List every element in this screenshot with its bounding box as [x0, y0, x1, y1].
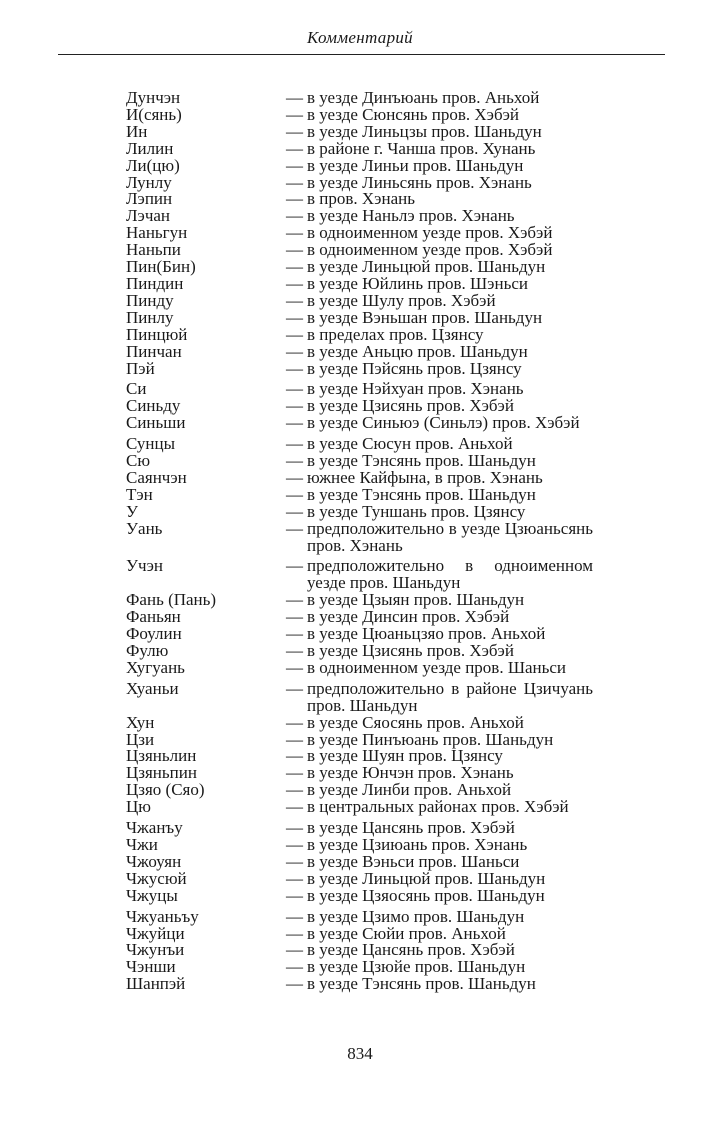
entry-dash: — — [286, 257, 303, 277]
entry-gloss: в уезде Шулу пров. Хэбэй — [307, 290, 496, 310]
entry-dash: — — [286, 104, 303, 124]
entry-gloss: в уезде Сюнсянь пров. Хэбэй — [307, 104, 520, 124]
entry-term: Фоулин — [126, 624, 182, 644]
entry-dash: — — [286, 851, 303, 871]
entry-dash: — — [286, 940, 303, 960]
entry-term: Цзи — [126, 729, 155, 749]
entry-term: Лилин — [126, 138, 174, 158]
entry-term: Чжунъи — [126, 940, 185, 960]
entry-term: Чжуаньъу — [126, 906, 199, 926]
entry-term: Чжоуян — [126, 851, 182, 871]
entry-gloss: в уезде Цзюйе пров. Шаньдун — [307, 957, 526, 977]
entry-dash: — — [286, 780, 303, 800]
entry-term: Наньгун — [126, 223, 188, 243]
entry-gloss: в уезде Тэнсянь пров. Шаньдун — [307, 451, 536, 471]
entry-dash: — — [286, 189, 303, 209]
entry-dash: — — [286, 746, 303, 766]
entry-gloss: в уезде Синьюэ (Синьлэ) пров. Хэбэй — [307, 413, 580, 433]
entry-gloss: в уезде Шуян пров. Цзянсу — [307, 746, 503, 766]
list-item — [0, 558, 720, 592]
entry-term: Пинчан — [126, 341, 182, 361]
entry-gloss: в уезде Сяосянь пров. Аньхой — [307, 712, 524, 732]
entry-gloss: в уезде Сюсун пров. Аньхой — [307, 434, 513, 454]
entry-dash: — — [286, 172, 303, 192]
entry-gloss: в уезде Цансянь пров. Хэбэй — [307, 940, 515, 960]
entry-dash: — — [286, 138, 303, 158]
entry-gloss: в одноименном уезде пров. Шаньси — [307, 657, 567, 677]
entry-dash: — — [286, 624, 303, 644]
entry-dash: — — [286, 451, 303, 471]
entry-gloss: в уезде Нэйхуан пров. Хэнань — [307, 379, 524, 399]
entry-gloss: в уезде Динъюань пров. Аньхой — [307, 88, 540, 107]
entry-term: Пиндин — [126, 273, 184, 293]
entry-dash: — — [286, 518, 303, 538]
entry-term: Фаньян — [126, 607, 181, 627]
entry-gloss: в уезде Цансянь пров. Хэбэй — [307, 818, 515, 838]
entry-term: И(сянь) — [126, 104, 182, 124]
entry-dash: — — [286, 121, 303, 141]
entry-dash: — — [286, 923, 303, 943]
entry-dash: — — [286, 206, 303, 226]
entry-dash: — — [286, 974, 303, 994]
entry-gloss: южнее Кайфына, в пров. Хэнань — [307, 467, 543, 487]
entry-term: Чэнши — [126, 957, 176, 977]
entry-gloss: в пров. Хэнань — [307, 189, 415, 209]
entry-gloss: в уезде Юйлинь пров. Шэньси — [307, 273, 528, 293]
list-item — [0, 712, 720, 732]
entry-gloss: в уезде Цзяосянь пров. Шаньдун — [307, 885, 545, 905]
entry-dash: — — [286, 678, 303, 698]
entry-term: Чжусюй — [126, 868, 187, 888]
entry-gloss: в пределах пров. Цзянсу — [307, 324, 484, 344]
entry-dash: — — [286, 763, 303, 783]
entry-dash: — — [286, 413, 303, 433]
list-item — [0, 906, 720, 926]
entry-term: Пин(Бин) — [126, 257, 196, 277]
entry-dash: — — [286, 957, 303, 977]
entry-term: Лэпин — [126, 189, 173, 209]
entry-dash: — — [286, 501, 303, 521]
entry-gloss: в уезде Вэньси пров. Шаньси — [307, 851, 520, 871]
entry-gloss: в уезде Пинъюань пров. Шаньдун — [307, 729, 554, 749]
entry-term: Ин — [126, 121, 148, 141]
entry-dash: — — [286, 155, 303, 175]
entry-term: Хуаньи — [126, 678, 179, 698]
header-rule — [58, 54, 665, 55]
gazetteer-list — [0, 90, 720, 993]
list-item — [0, 799, 720, 816]
entry-gloss: в уезде Динсин пров. Хэбэй — [307, 607, 510, 627]
page-number: 834 — [347, 1044, 373, 1063]
entry-gloss: в уезде Линьцюй пров. Шаньдун — [307, 868, 546, 888]
list-item — [0, 358, 720, 378]
list-item — [0, 415, 720, 432]
entry-term: Чжуйци — [126, 923, 185, 943]
entry-gloss: в уезде Аньцю пров. Шаньдун — [307, 341, 528, 361]
entry-term: Хугуань — [126, 657, 185, 677]
entry-term: Цю — [126, 797, 151, 817]
list-item — [0, 657, 720, 677]
entry-dash: — — [286, 379, 303, 399]
entry-gloss: в уезде Цзиюань пров. Хэнань — [307, 834, 528, 854]
entry-gloss: в уезде Юнчэн пров. Хэнань — [307, 763, 514, 783]
entry-gloss: в уезде Тэнсянь пров. Шаньдун — [307, 974, 536, 994]
list-item — [0, 885, 720, 905]
running-title: Комментарий — [307, 28, 413, 47]
entry-dash: — — [286, 729, 303, 749]
entry-term: Пэй — [126, 358, 155, 378]
entry-gloss: в уезде Цзисянь пров. Хэбэй — [307, 396, 514, 416]
list-item — [0, 341, 720, 361]
entry-dash: — — [286, 906, 303, 926]
entry-term: Сунцы — [126, 434, 176, 454]
entry-gloss: в одноименном уезде пров. Хэбэй — [307, 240, 553, 260]
entry-gloss: предположительно в одноименном уезде пров. Шаньдун — [307, 556, 593, 593]
entry-term: Хун — [126, 712, 155, 732]
entry-term: Синьши — [126, 413, 186, 433]
entry-term: Цзяньпин — [126, 763, 197, 783]
entry-term: Учэн — [126, 556, 163, 576]
entry-dash: — — [286, 590, 303, 610]
entry-dash: — — [286, 223, 303, 243]
entry-term: У — [126, 501, 139, 521]
entry-dash: — — [286, 273, 303, 293]
entry-term: Тэн — [126, 484, 153, 504]
entry-dash: — — [286, 885, 303, 905]
entry-term: Цзяо (Сяо) — [126, 780, 205, 800]
entry-term: Сю — [126, 451, 151, 471]
entry-gloss: предположительно в районе Цзичуань пров. Шаньдун — [307, 678, 593, 715]
entry-gloss: в уезде Цзимо пров. Шаньдун — [307, 906, 525, 926]
entry-gloss: в уезде Пэйсянь пров. Цзянсу — [307, 358, 522, 378]
entry-dash: — — [286, 641, 303, 660]
entry-gloss: в уезде Цюаньцзяо пров. Аньхой — [307, 624, 546, 644]
entry-dash: — — [286, 324, 303, 344]
entry-dash: — — [286, 240, 303, 260]
entry-dash: — — [286, 607, 303, 627]
entry-term: Пинцюй — [126, 324, 188, 344]
entry-term: Чжуцы — [126, 885, 178, 905]
list-item — [0, 155, 720, 175]
entry-gloss: предположительно в уезде Цзюаньсянь пров. Хэнань — [307, 518, 593, 555]
entry-dash: — — [286, 88, 303, 107]
entry-dash: — — [286, 484, 303, 504]
entry-dash: — — [286, 818, 303, 838]
entry-dash: — — [286, 341, 303, 361]
entry-gloss: в уезде Линьи пров. Шаньдун — [307, 155, 524, 175]
entry-term: Чжи — [126, 834, 158, 854]
entry-term: Дунчэн — [126, 88, 181, 107]
entry-dash: — — [286, 434, 303, 454]
entry-term: Шанпэй — [126, 974, 186, 994]
entry-term: Пинлу — [126, 307, 174, 327]
entry-dash: — — [286, 358, 303, 378]
entry-gloss: в уезде Туншань пров. Цзянсу — [307, 501, 526, 521]
entry-dash: — — [286, 797, 303, 817]
entry-term: Чжанъу — [126, 818, 183, 838]
entry-gloss: в уезде Тэнсянь пров. Шаньдун — [307, 484, 536, 504]
entry-gloss: в уезде Линьцзы пров. Шаньдун — [307, 121, 542, 141]
entry-term: Уань — [126, 518, 163, 538]
entry-term: Пинду — [126, 290, 174, 310]
entry-dash: — — [286, 396, 303, 416]
entry-gloss: в уезде Вэньшан пров. Шаньдун — [307, 307, 543, 327]
list-item — [0, 678, 720, 715]
entry-dash: — — [286, 467, 303, 487]
list-item — [0, 518, 720, 555]
entry-term: Саянчэн — [126, 467, 187, 487]
entry-term: Цзяньлин — [126, 746, 197, 766]
entry-dash: — — [286, 307, 303, 327]
entry-term: Фань (Пань) — [126, 590, 217, 610]
entry-gloss: в уезде Сюйи пров. Аньхой — [307, 923, 506, 943]
entry-term: Наньпи — [126, 240, 181, 260]
entry-term: Лэчан — [126, 206, 171, 226]
entry-gloss: в районе г. Чанша пров. Хунань — [307, 138, 536, 158]
entry-gloss: в уезде Цзыян пров. Шаньдун — [307, 590, 525, 610]
entry-gloss: в центральных районах пров. Хэбэй — [307, 797, 569, 817]
entry-term: Ли(цю) — [126, 155, 180, 175]
entry-gloss: в уезде Линьсянь пров. Хэнань — [307, 172, 532, 192]
entry-gloss: в одноименном уезде пров. Хэбэй — [307, 223, 553, 243]
entry-gloss: в уезде Наньлэ пров. Хэнань — [307, 206, 515, 226]
entry-gloss: в уезде Цзисянь пров. Хэбэй — [307, 641, 514, 660]
entry-dash: — — [286, 712, 303, 732]
entry-term: Синьду — [126, 396, 181, 416]
entry-dash: — — [286, 290, 303, 310]
list-item — [0, 976, 720, 993]
entry-term: Си — [126, 379, 147, 399]
entry-dash: — — [286, 657, 303, 677]
entry-term: Лунлу — [126, 172, 172, 192]
entry-dash: — — [286, 834, 303, 854]
entry-gloss: в уезде Линби пров. Аньхой — [307, 780, 512, 800]
entry-gloss: в уезде Линьцюй пров. Шаньдун — [307, 257, 546, 277]
entry-term: Фулю — [126, 641, 169, 660]
entry-dash: — — [286, 868, 303, 888]
entry-dash: — — [286, 556, 303, 576]
